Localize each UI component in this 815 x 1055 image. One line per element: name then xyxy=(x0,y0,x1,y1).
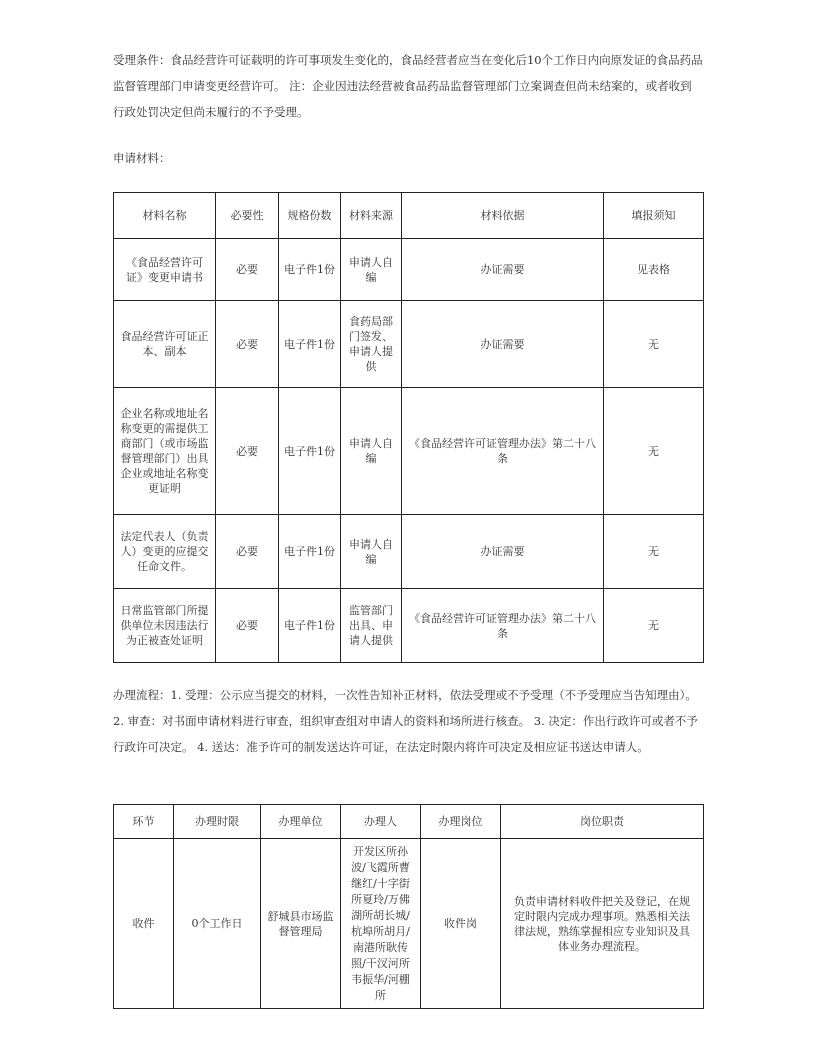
copies: 电子件1份 xyxy=(279,515,341,589)
necessity: 必要 xyxy=(216,301,279,388)
unit: 舒城县市场监督管理局 xyxy=(261,839,341,1009)
step: 收件 xyxy=(114,839,174,1009)
basis: 办证需要 xyxy=(402,515,604,589)
handler: 开发区所孙波/飞霞所曹继红/十字街所夏玲/万佛湖所胡长城/杭埠所胡月/南港所耿传照/干汊河所韦振华/河棚所 xyxy=(341,839,421,1009)
header-necessity: 必要性 xyxy=(216,193,279,239)
copies: 电子件1份 xyxy=(279,589,341,663)
material-name: 法定代表人（负责人）变更的应提交任命文件。 xyxy=(114,515,216,589)
notes: 见表格 xyxy=(604,239,704,301)
header-basis: 材料依据 xyxy=(402,193,604,239)
source: 申请人自编 xyxy=(341,239,402,301)
necessity: 必要 xyxy=(216,239,279,301)
material-name: 日常监管部门所提供单位未因违法行为正被查处证明 xyxy=(114,589,216,663)
copies: 电子件1份 xyxy=(279,301,341,388)
table-row xyxy=(114,388,704,515)
table-row xyxy=(114,301,704,388)
process-table xyxy=(113,804,704,1009)
material-name: 《食品经营许可证》变更申请书 xyxy=(114,239,216,301)
source: 监管部门出具、申请人提供 xyxy=(341,589,402,663)
copies: 电子件1份 xyxy=(279,388,341,515)
header-handler: 办理人 xyxy=(341,805,421,839)
notes: 无 xyxy=(604,388,704,515)
materials-header-row xyxy=(114,193,704,239)
table-row xyxy=(114,589,704,663)
acceptance-conditions: 受理条件：食品经营许可证载明的许可事项发生变化的，食品经营者应当在变化后10个工作日内向原发证的食品药品监督管理部门申请变更经营许可。 注：企业因违法经营被食品药品监督管理部门立案调查但尚未结案的，或者收到行政处罚决定但尚未履行的不予受理。 xyxy=(113,53,703,119)
header-source: 材料来源 xyxy=(341,193,402,239)
header-duties: 岗位职责 xyxy=(501,805,704,839)
header-copies: 规格份数 xyxy=(279,193,341,239)
table-row xyxy=(114,839,704,1009)
basis: 《食品经营许可证管理办法》第二十八条 xyxy=(402,388,604,515)
header-unit: 办理单位 xyxy=(261,805,341,839)
header-material-name: 材料名称 xyxy=(114,193,216,239)
material-name: 食品经营许可证正本、副本 xyxy=(114,301,216,388)
table-row xyxy=(114,239,704,301)
post: 收件岗 xyxy=(421,839,501,1009)
material-name: 企业名称或地址名称变更的需提供工商部门（或市场监督管理部门）出具企业或地址名称变更证明 xyxy=(114,388,216,515)
header-time-limit: 办理时限 xyxy=(174,805,261,839)
process-description: 办理流程：1. 受理：公示应当提交的材料，一次性告知补正材料，依法受理或不予受理（不予受理应当告知理由）。 2. 审查：对书面申请材料进行审查，组织审查组对申请人的资料和场所进行核查。 3. 决定：作出行政许可或者不予行政许可决定。 4. 送达：准予许可的制发送达许可证，在法定时限内将许可决定及相应证书送达申请人。 xyxy=(113,688,698,754)
necessity: 必要 xyxy=(216,589,279,663)
necessity: 必要 xyxy=(216,388,279,515)
materials-label: 申请材料： xyxy=(113,151,171,165)
header-notes: 填报须知 xyxy=(604,193,704,239)
header-step: 环节 xyxy=(114,805,174,839)
necessity: 必要 xyxy=(216,515,279,589)
basis: 办证需要 xyxy=(402,301,604,388)
notes: 无 xyxy=(604,589,704,663)
copies: 电子件1份 xyxy=(279,239,341,301)
basis: 办证需要 xyxy=(402,239,604,301)
process-header-row xyxy=(114,805,704,839)
table-row xyxy=(114,515,704,589)
materials-table xyxy=(113,192,704,663)
source: 申请人自编 xyxy=(341,388,402,515)
time-limit: 0个工作日 xyxy=(174,839,261,1009)
duties: 负责申请材料收件把关及登记，在规定时限内完成办理事项。熟悉相关法律法规，熟练掌握相应专业知识及具体业务办理流程。 xyxy=(501,839,704,1009)
source: 申请人自编 xyxy=(341,515,402,589)
header-post: 办理岗位 xyxy=(421,805,501,839)
basis: 《食品经营许可证管理办法》第二十八条 xyxy=(402,589,604,663)
source: 食药局部门签发、申请人提供 xyxy=(341,301,402,388)
notes: 无 xyxy=(604,301,704,388)
notes: 无 xyxy=(604,515,704,589)
